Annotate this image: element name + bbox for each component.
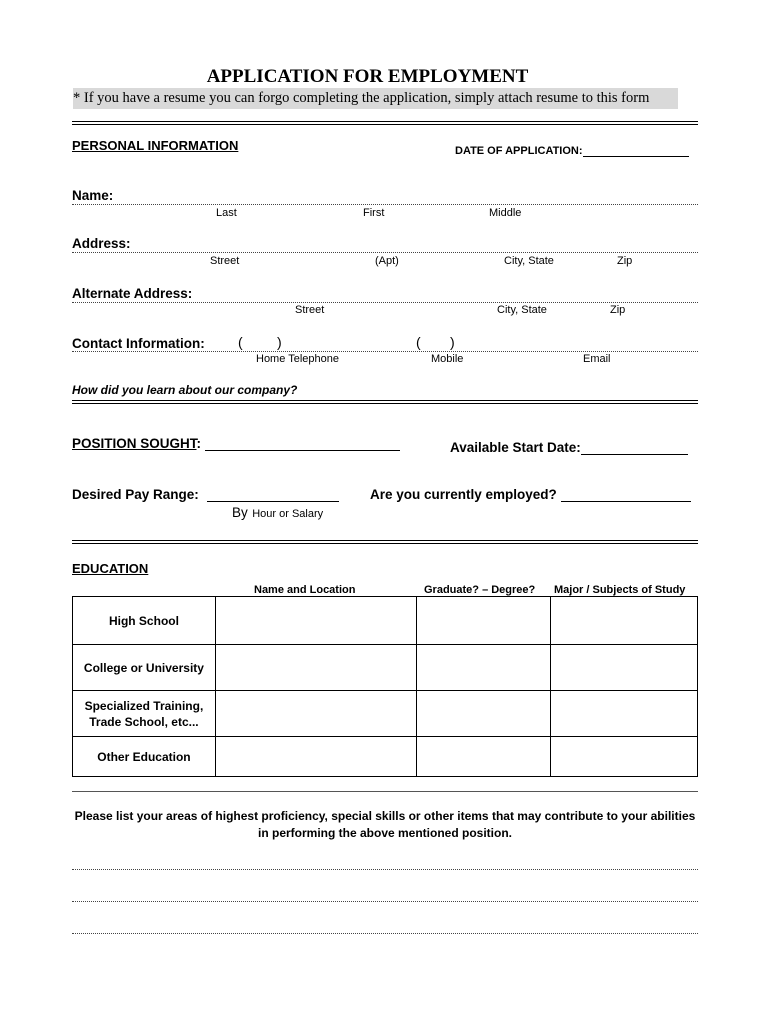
specialized-name-location-cell[interactable]	[215, 691, 416, 737]
education-row-label: Other Education	[73, 737, 216, 777]
specialized-degree-cell[interactable]	[416, 691, 551, 737]
high-school-major-cell[interactable]	[551, 597, 698, 645]
pay-unit-caption	[232, 504, 323, 522]
email-caption: Email	[583, 353, 611, 365]
currently-employed-field[interactable]	[561, 488, 691, 502]
address-apt-caption: (Apt)	[375, 255, 399, 267]
other-name-location-cell[interactable]	[215, 737, 416, 777]
mobile-area-code-close: )	[450, 334, 455, 350]
alt-address-street-caption: Street	[295, 304, 325, 316]
education-row-label: High School	[73, 597, 216, 645]
high-school-degree-cell[interactable]	[416, 597, 551, 645]
skills-instructions: Please list your areas of highest proficiency, special skills or other items that may contribute to your abilities in performing the above mentioned position.	[74, 809, 696, 840]
address-city-caption: City, State	[504, 255, 554, 267]
address-street-caption: Street	[210, 255, 240, 267]
by-label: By	[232, 505, 248, 520]
name-first-caption: First	[363, 207, 385, 219]
alt-address-zip-caption: Zip	[610, 304, 626, 316]
hour-or-salary-label: Hour or Salary	[252, 508, 324, 520]
currently-employed-label: Are you currently employed?	[370, 487, 557, 502]
name-line[interactable]	[72, 204, 698, 205]
education-col-major: Major / Subjects of Study	[554, 584, 686, 596]
desired-pay[interactable]	[72, 487, 339, 502]
college-major-cell[interactable]	[551, 645, 698, 691]
name-middle-caption: Middle	[489, 207, 522, 219]
desired-pay-field[interactable]	[207, 488, 339, 502]
education-row-college	[73, 645, 698, 691]
available-start-date-label: Available Start Date:	[450, 440, 581, 455]
address-zip-caption: Zip	[617, 255, 633, 267]
education-row-high-school	[73, 597, 698, 645]
other-degree-cell[interactable]	[416, 737, 551, 777]
education-col-degree: Graduate? – Degree?	[424, 584, 536, 596]
learn-about-line[interactable]	[72, 400, 698, 404]
home-area-code-open: (	[238, 334, 243, 350]
high-school-name-location-cell[interactable]	[215, 597, 416, 645]
contact-label: Contact Information:	[72, 336, 205, 351]
position-sought-label: POSITION SOUGHT	[72, 436, 197, 451]
education-table	[72, 596, 698, 777]
currently-employed[interactable]	[370, 487, 691, 502]
college-degree-cell[interactable]	[416, 645, 551, 691]
divider	[72, 540, 698, 544]
home-area-code-close: )	[277, 334, 282, 350]
home-telephone-caption: Home Telephone	[256, 353, 339, 365]
education-row-specialized	[73, 691, 698, 737]
learn-about-label: How did you learn about our company?	[72, 383, 298, 397]
form-title: APPLICATION FOR EMPLOYMENT	[206, 66, 529, 87]
contact-line[interactable]	[72, 351, 698, 352]
skills-line-2[interactable]	[72, 901, 698, 902]
other-major-cell[interactable]	[551, 737, 698, 777]
education-row-other	[73, 737, 698, 777]
skills-line-3[interactable]	[72, 933, 698, 934]
college-name-location-cell[interactable]	[215, 645, 416, 691]
specialized-major-cell[interactable]	[551, 691, 698, 737]
position-sought-colon: :	[196, 436, 202, 451]
address-label: Address:	[72, 236, 131, 251]
divider	[72, 121, 698, 125]
skills-line-1[interactable]	[72, 869, 698, 870]
available-start-date[interactable]	[450, 440, 688, 455]
name-label: Name:	[72, 188, 114, 203]
position-sought[interactable]	[72, 436, 400, 451]
date-of-application-field[interactable]	[583, 143, 689, 157]
personal-info-heading: PERSONAL INFORMATION	[72, 138, 239, 153]
education-row-label: Specialized Training, Trade School, etc...	[73, 691, 216, 737]
available-start-date-field[interactable]	[581, 441, 688, 455]
education-col-name-location: Name and Location	[254, 584, 356, 596]
name-last-caption: Last	[216, 207, 237, 219]
position-sought-field[interactable]	[205, 437, 400, 451]
alt-address-city-caption: City, State	[497, 304, 547, 316]
alt-address-line[interactable]	[72, 302, 698, 303]
alt-address-label: Alternate Address:	[72, 286, 193, 301]
date-of-application-label: DATE OF APPLICATION:	[455, 145, 583, 157]
mobile-area-code-open: (	[416, 334, 421, 350]
education-row-label: College or University	[73, 645, 216, 691]
resume-note: * If you have a resume you can forgo completing the application, simply attach resume to this form	[73, 88, 678, 109]
address-line[interactable]	[72, 252, 698, 253]
divider	[72, 791, 698, 792]
date-of-application[interactable]	[455, 143, 689, 157]
mobile-caption: Mobile	[431, 353, 464, 365]
desired-pay-label: Desired Pay Range:	[72, 487, 199, 502]
education-heading: EDUCATION	[72, 561, 149, 576]
